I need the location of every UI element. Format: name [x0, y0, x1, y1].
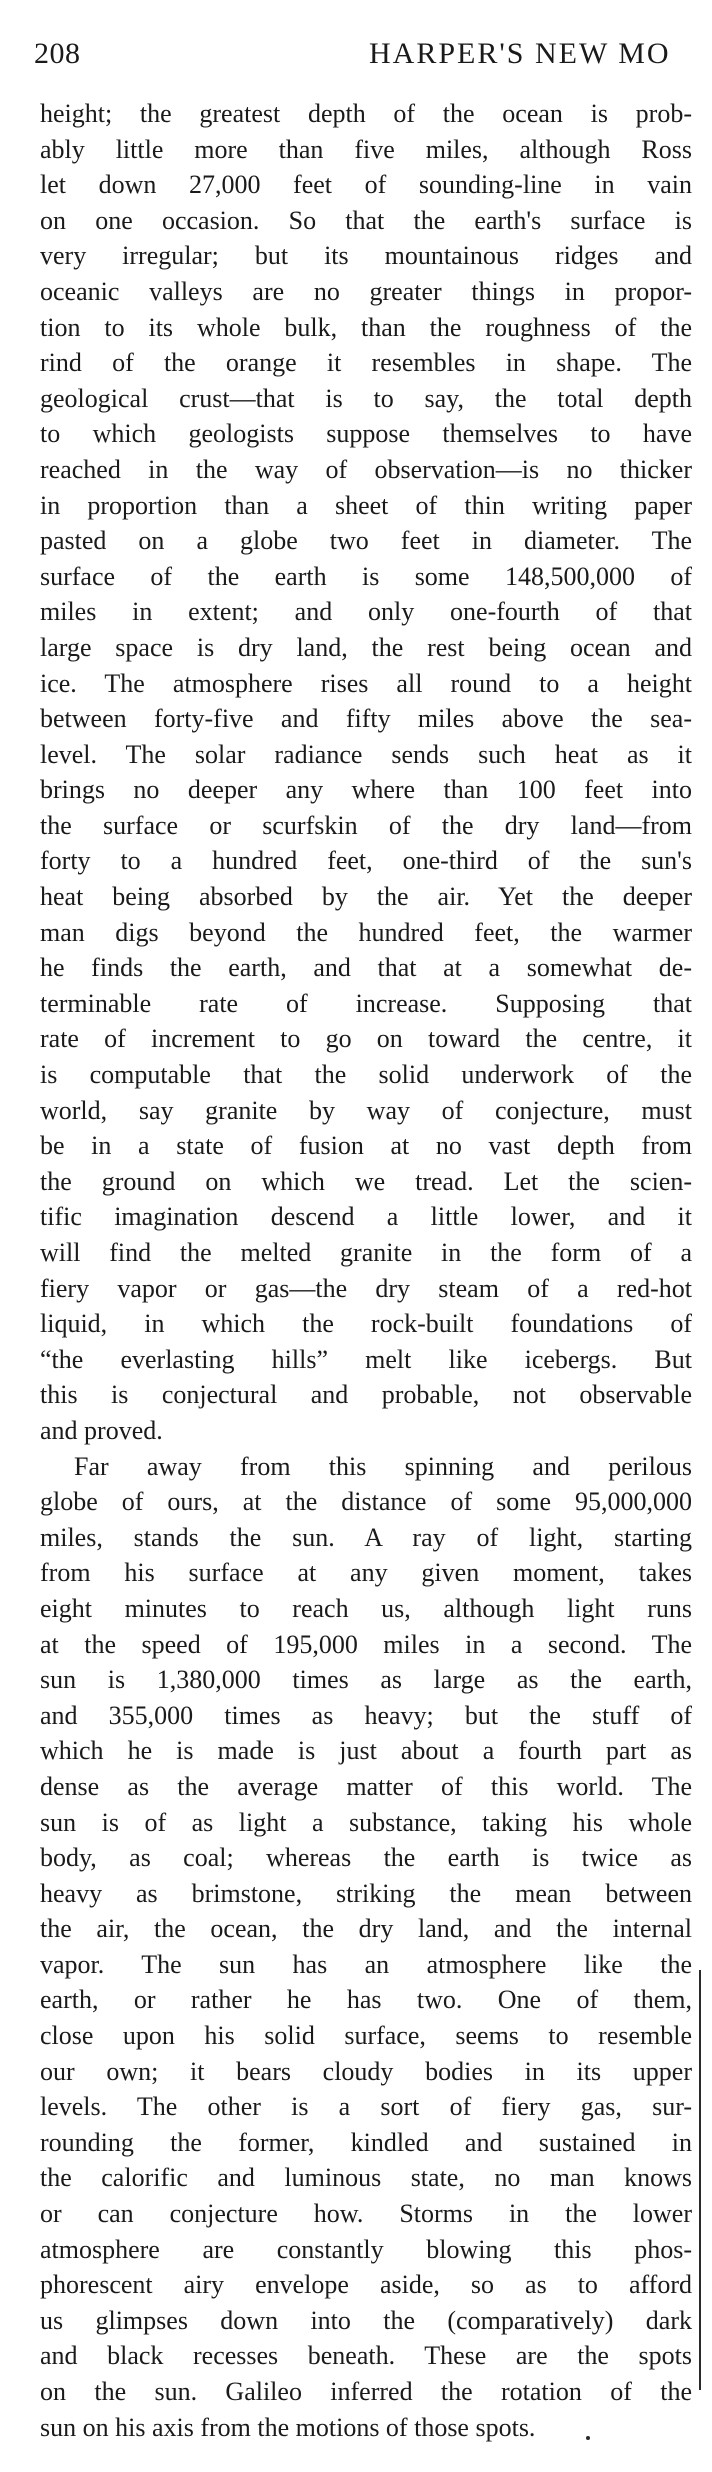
text-line: our own; it bears cloudy bodies in its upper: [40, 2056, 692, 2086]
text-line: heat being absorbed by the air. Yet the deeper: [40, 882, 692, 912]
text-line: earth, or rather he has two. One of them,: [40, 1985, 692, 2015]
text-line: pasted on a globe two feet in diameter. The: [40, 526, 692, 556]
text-line: man digs beyond the hundred feet, the warmer: [40, 917, 692, 947]
text-line: fiery vapor or gas—the dry steam of a red-hot: [40, 1273, 692, 1303]
print-speck: [586, 2436, 590, 2440]
paragraph: [40, 96, 692, 1449]
text-line: dense as the average matter of this world. The: [40, 1771, 692, 1801]
text-line: rate of increment to go on toward the centre, it: [40, 1024, 692, 1054]
text-line: levels. The other is a sort of fiery gas, sur-: [40, 2092, 692, 2122]
text-line: between forty-five and fifty miles above the sea-: [40, 704, 692, 734]
text-line: world, say granite by way of conjecture, must: [40, 1095, 692, 1125]
text-line: at the speed of 195,000 miles in a second. The: [40, 1629, 692, 1659]
text-line: phorescent airy envelope aside, so as to afford: [40, 2270, 692, 2300]
text-line: in proportion than a sheet of thin writing paper: [40, 490, 692, 520]
text-line: the surface or scurfskin of the dry land—from: [40, 810, 692, 840]
text-line: vapor. The sun has an atmosphere like the: [40, 1949, 692, 1979]
text-line: will find the melted granite in the form of a: [40, 1238, 692, 1267]
running-head: [34, 34, 712, 74]
text-line: miles, stands the sun. A ray of light, starting: [40, 1522, 692, 1552]
article-body: [40, 96, 692, 2445]
text-line: the air, the ocean, the dry land, and the internal: [40, 1914, 692, 1944]
text-line: the ground on which we tread. Let the scien-: [40, 1166, 692, 1196]
text-line: rounding the former, kindled and sustained in: [40, 2127, 692, 2157]
text-line: globe of ours, at the distance of some 95,000,000: [40, 1487, 692, 1517]
text-line: us glimpses down into the (comparatively) dark: [40, 2305, 692, 2335]
text-line: surface of the earth is some 148,500,000 of: [40, 561, 692, 591]
text-line: let down 27,000 feet of sounding-line in vain: [40, 170, 692, 200]
text-line: sun is of as light a substance, taking his whole: [40, 1807, 692, 1837]
text-line: on the sun. Galileo inferred the rotation of the: [40, 2377, 692, 2406]
text-line: large space is dry land, the rest being ocean and: [40, 632, 692, 662]
text-line: and 355,000 times as heavy; but the stuff of: [40, 1700, 692, 1730]
text-line: heavy as brimstone, striking the mean between: [40, 1878, 692, 1908]
page-number: 208: [34, 37, 81, 70]
text-line: height; the greatest depth of the ocean is prob-: [40, 99, 692, 128]
text-line: miles in extent; and only one-fourth of that: [40, 597, 692, 627]
text-line: reached in the way of observation—is no thicker: [40, 454, 692, 484]
journal-title: HARPER'S NEW MO: [369, 37, 671, 70]
text-line: geological crust—that is to say, the total depth: [40, 383, 692, 413]
text-line: eight minutes to reach us, although light runs: [40, 1593, 692, 1623]
text-line: forty to a hundred feet, one-third of the sun's: [40, 846, 692, 876]
text-line: this is conjectural and probable, not observable: [40, 1380, 692, 1410]
margin-rule: [699, 1970, 701, 2390]
text-line: be in a state of fusion at no vast depth from: [40, 1131, 692, 1161]
text-line: oceanic valleys are no greater things in propor-: [40, 276, 692, 306]
text-line: rind of the orange it resembles in shape. The: [40, 348, 692, 378]
text-line: level. The solar radiance sends such heat as it: [40, 739, 692, 769]
text-line: terminable rate of increase. Supposing that: [40, 988, 692, 1018]
text-line: body, as coal; whereas the earth is twice as: [40, 1843, 692, 1873]
text-line: and black recesses beneath. These are the spots: [40, 2341, 692, 2371]
text-line: liquid, in which the rock-built foundations of: [40, 1309, 692, 1339]
text-line: and proved.: [40, 1415, 163, 1445]
text-line: close upon his solid surface, seems to resemble: [40, 2021, 692, 2051]
text-line: Far away from this spinning and perilous: [74, 1451, 692, 1481]
text-line: the calorific and luminous state, no man knows: [40, 2163, 692, 2193]
text-line: atmosphere are constantly blowing this phos-: [40, 2234, 692, 2264]
text-line: sun is 1,380,000 times as large as the earth,: [40, 1665, 692, 1695]
text-line: tific imagination descend a little lower, and it: [40, 1202, 692, 1232]
text-line: or can conjecture how. Storms in the lower: [40, 2199, 692, 2229]
text-line: ably little more than five miles, although Ross: [40, 134, 692, 164]
text-line: “the everlasting hills” melt like icebergs. But: [40, 1344, 692, 1374]
text-line: sun on his axis from the motions of those spots.: [40, 2412, 536, 2442]
text-line: ice. The atmosphere rises all round to a height: [40, 668, 692, 698]
text-line: from his surface at any given moment, takes: [40, 1558, 692, 1588]
text-line: to which geologists suppose themselves to have: [40, 419, 692, 449]
text-line: on one occasion. So that the earth's surface is: [40, 205, 692, 235]
text-line: tion to its whole bulk, than the roughness of the: [40, 312, 692, 342]
text-line: brings no deeper any where than 100 feet into: [40, 775, 692, 805]
text-line: he finds the earth, and that at a somewhat de-: [40, 953, 692, 983]
text-line: is computable that the solid underwork of the: [40, 1060, 692, 1090]
text-line: very irregular; but its mountainous ridges and: [40, 241, 692, 271]
text-line: which he is made is just about a fourth part as: [40, 1736, 692, 1766]
paragraph: [40, 1449, 692, 2446]
